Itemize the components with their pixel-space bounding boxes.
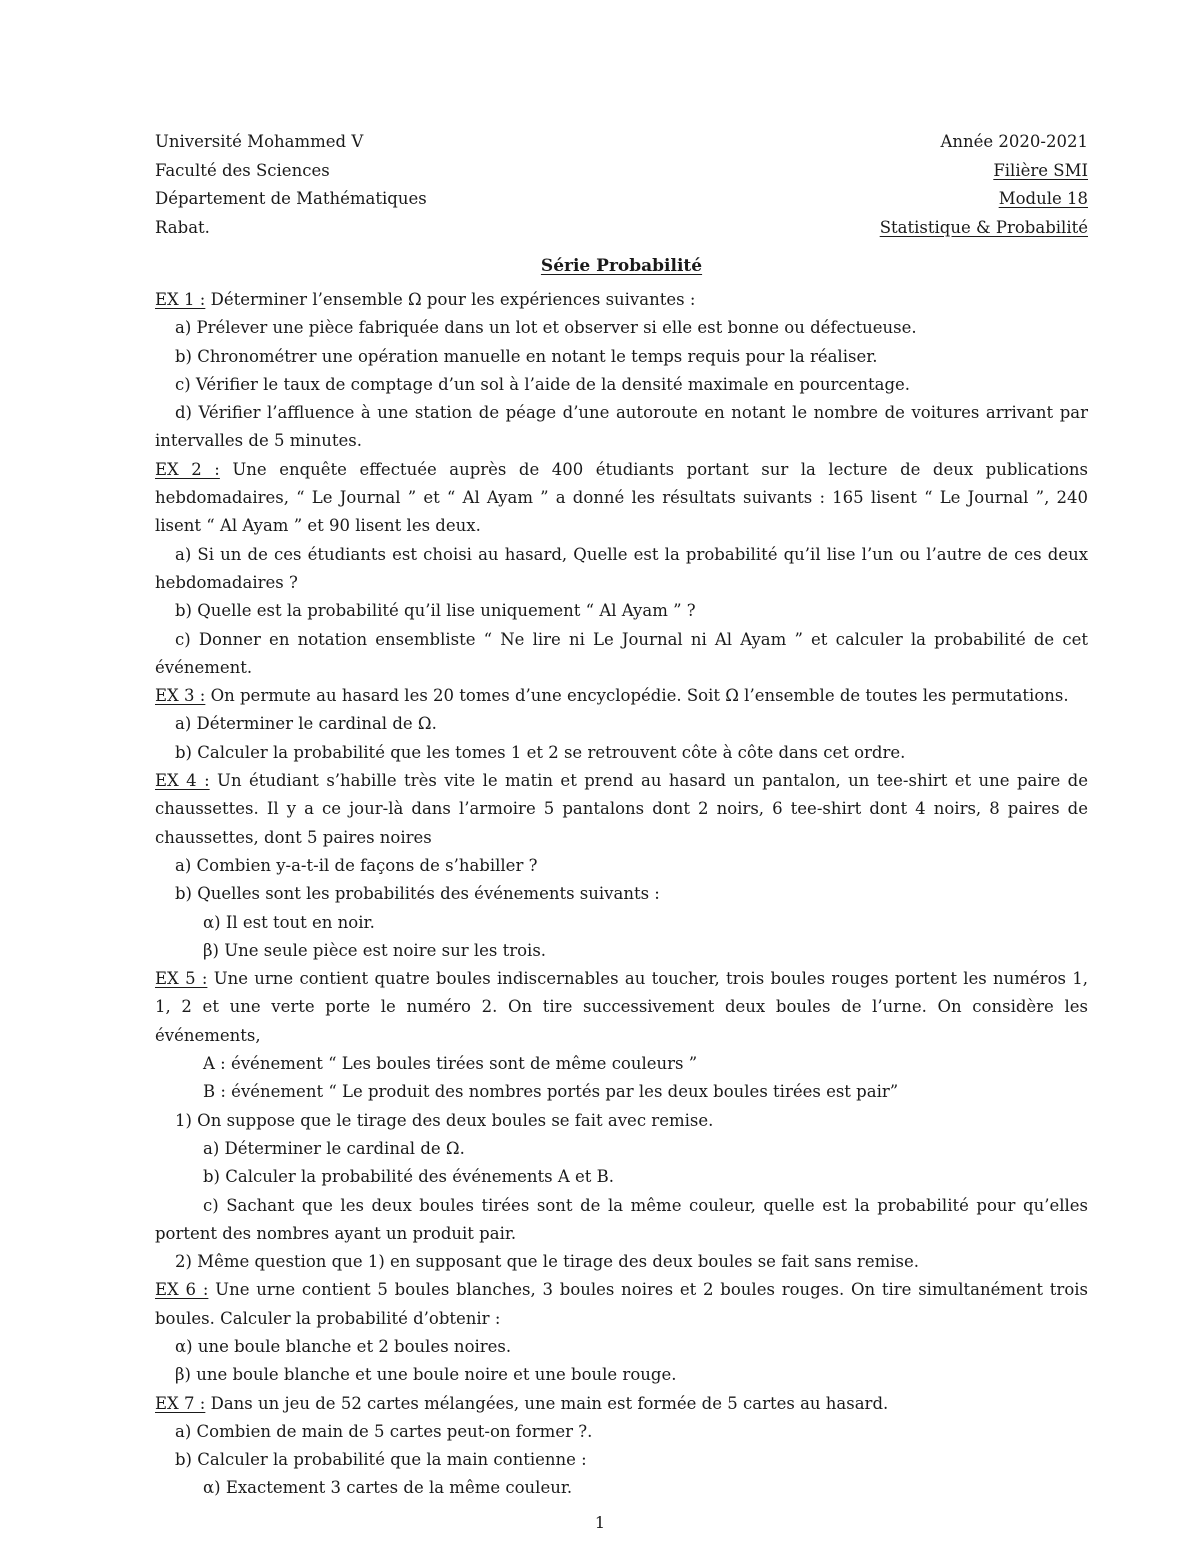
ex7-item-a: a) Combien de main de 5 cartes peut-on former ?. <box>175 1421 593 1441</box>
ex4-item-a: a) Combien y-a-t-il de façons de s’habiller ? <box>175 855 538 875</box>
header-department: Département de Mathématiques <box>155 189 427 208</box>
ex7-intro: EX 7 : Dans un jeu de 52 cartes mélangées, une main est formée de 5 cartes au hasard. <box>155 1393 889 1413</box>
header-module: Module 18 <box>998 189 1088 208</box>
ex7-label: EX 7 : <box>155 1393 206 1413</box>
ex1-item-b: b) Chronométrer une opération manuelle en notant le temps requis pour la réaliser. <box>175 346 878 366</box>
ex3-intro: EX 3 : On permute au hasard les 20 tomes d’une encyclopédie. Soit Ω l’ensemble de toutes les permutations. <box>155 686 1069 706</box>
ex5-event-b: B : événement “ Le produit des nombres portés par les deux boules tirées est pair” <box>203 1082 899 1102</box>
ex5-q2: 2) Même question que 1) en supposant que le tirage des deux boules se fait sans remise. <box>175 1252 919 1272</box>
ex1-item-d: d) Vérifier l’affluence à une station de péage d’une autoroute en notant le nombre de voitures arrivant par intervalles de 5 minutes. <box>155 403 1088 451</box>
ex5-q1b: b) Calculer la probabilité des événements A et B. <box>203 1167 615 1187</box>
ex5-q1: 1) On suppose que le tirage des deux boules se fait avec remise. <box>175 1110 714 1130</box>
ex3-label: EX 3 : <box>155 686 206 706</box>
ex2-intro: EX 2 : Une enquête effectuée auprès de 400 étudiants portant sur la lecture de deux publications hebdomadaires, “ Le Journal ” et “ Al Ayam ” a donné les résultats suivants : 165 lisent “ Le Journal ”, 240 lisent “ Al Ayam ” et 90 lisent les deux. <box>155 459 1088 536</box>
header-year: Année 2020-2021 <box>940 132 1088 151</box>
ex3-item-b: b) Calculer la probabilité que les tomes 1 et 2 se retrouvent côte à côte dans cet ordre. <box>175 742 906 762</box>
ex6-label: EX 6 : <box>155 1280 209 1300</box>
ex1-item-a: a) Prélever une pièce fabriquée dans un lot et observer si elle est bonne ou défectueuse. <box>175 318 917 338</box>
ex4-intro: EX 4 : Un étudiant s’habille très vite le matin et prend au hasard un pantalon, un tee-shirt et une paire de chaussettes. Il y a ce jour-là dans l’armoire 5 pantalons dont 2 noirs, 6 tee-shirt dont 4 noirs, 8 paires de chaussettes, dont 5 paires noires <box>155 771 1089 847</box>
ex1-intro: EX 1 : Déterminer l’ensemble Ω pour les expériences suivantes : <box>155 290 696 309</box>
ex4-label: EX 4 : <box>155 771 210 791</box>
page-number: 1 <box>594 1513 606 1532</box>
ex6-intro: EX 6 : Une urne contient 5 boules blanches, 3 boules noires et 2 boules rouges. On tire simultanément trois boules. Calculer la probabilité d’obtenir : <box>155 1280 1089 1328</box>
page-title: Série Probabilité <box>540 256 703 276</box>
ex6-item-beta: β) une boule blanche et une boule noire et une boule rouge. <box>175 1365 677 1385</box>
header-city: Rabat. <box>155 217 210 237</box>
ex4-item-alpha: α) Il est tout en noir. <box>203 912 375 932</box>
ex6-item-alpha: α) une boule blanche et 2 boules noires. <box>175 1336 512 1356</box>
ex2-item-a: a) Si un de ces étudiants est choisi au hasard, Quelle est la probabilité qu’il lise l’un ou l’autre de ces deux hebdomadaires ? <box>155 544 1088 592</box>
ex5-intro: EX 5 : Une urne contient quatre boules indiscernables au toucher, trois boules rouges portent les numéros 1, 1, 2 et une verte porte le numéro 2. On tire successivement deux boules de l’urne. On considère les événements, <box>155 969 1088 1045</box>
ex2-item-b: b) Quelle est la probabilité qu’il lise uniquement “ Al Ayam ” ? <box>175 601 696 621</box>
ex5-q1a: a) Déterminer le cardinal de Ω. <box>203 1138 465 1158</box>
ex5-q1c: c) Sachant que les deux boules tirées sont de la même couleur, quelle est la probabilité pour qu’elles portent des nombres ayant un produit pair. <box>155 1195 1088 1243</box>
ex2-label: EX 2 : <box>155 459 220 479</box>
document-page <box>155 128 1088 1503</box>
ex5-event-a: A : événement “ Les boules tirées sont de même couleurs ” <box>203 1054 698 1074</box>
ex7-item-alpha: α) Exactement 3 cartes de la même couleur. <box>203 1478 573 1498</box>
header-university: Université Mohammed V <box>155 132 364 151</box>
ex4-item-b: b) Quelles sont les probabilités des événements suivants : <box>175 884 660 904</box>
header-filiere: Filière SMI <box>993 160 1088 180</box>
ex1-item-c: c) Vérifier le taux de comptage d’un sol à l’aide de la densité maximale en pourcentage. <box>175 374 911 394</box>
header <box>155 128 1088 242</box>
header-course: Statistique & Probabilité <box>879 217 1088 237</box>
header-faculty: Faculté des Sciences <box>155 160 330 180</box>
ex2-item-c: c) Donner en notation ensembliste “ Ne lire ni Le Journal ni Al Ayam ” et calculer la probabilité de cet événement. <box>155 629 1088 677</box>
ex5-label: EX 5 : <box>155 969 208 989</box>
ex1-label: EX 1 : <box>155 290 206 309</box>
ex7-item-b: b) Calculer la probabilité que la main contienne : <box>175 1450 587 1470</box>
ex3-item-a: a) Déterminer le cardinal de Ω. <box>175 714 437 734</box>
exercises <box>155 286 1088 1503</box>
ex4-item-beta: β) Une seule pièce est noire sur les trois. <box>203 940 547 960</box>
